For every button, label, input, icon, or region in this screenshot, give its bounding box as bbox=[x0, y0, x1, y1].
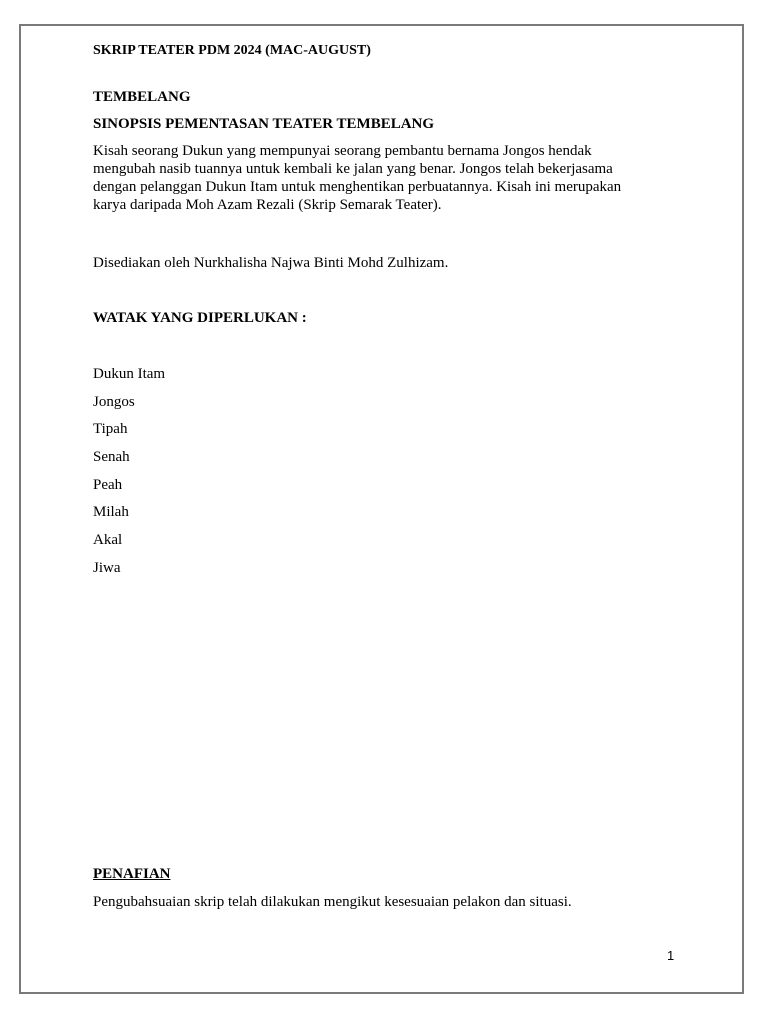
cast-item: Akal bbox=[93, 532, 123, 549]
cast-item: Tipah bbox=[93, 421, 128, 438]
synopsis-line: dengan pelanggan Dukun Itam untuk menghentikan perbuatannya. Kisah ini merupakan bbox=[93, 179, 622, 195]
cast-item: Senah bbox=[93, 449, 130, 466]
synopsis-heading: SINOPSIS PEMENTASAN TEATER TEMBELANG bbox=[93, 116, 435, 132]
page-number: 1 bbox=[667, 948, 675, 963]
script-title: TEMBELANG bbox=[93, 89, 191, 105]
cast-heading: WATAK YANG DIPERLUKAN : bbox=[93, 310, 307, 326]
cast-item: Jiwa bbox=[93, 559, 121, 576]
disclaimer-heading: PENAFIAN bbox=[93, 866, 171, 882]
synopsis-line: Kisah seorang Dukun yang mempunyai seorang pembantu bernama Jongos hendak bbox=[93, 143, 592, 159]
synopsis-line: karya daripada Moh Azam Rezali (Skrip Semarak Teater). bbox=[93, 197, 442, 213]
document-header: SKRIP TEATER PDM 2024 (MAC-AUGUST) bbox=[93, 43, 371, 58]
cast-list bbox=[93, 365, 165, 587]
cast-item: Jongos bbox=[93, 393, 135, 410]
prepared-by: Disediakan oleh Nurkhalisha Najwa Binti Mohd Zulhizam. bbox=[93, 255, 449, 271]
cast-item: Peah bbox=[93, 476, 123, 493]
cast-item: Dukun Itam bbox=[93, 366, 166, 382]
disclaimer-text: Pengubahsuaian skrip telah dilakukan mengikut kesesuaian pelakon dan situasi. bbox=[93, 894, 572, 910]
synopsis-paragraph bbox=[93, 142, 621, 214]
cast-item: Milah bbox=[93, 504, 129, 521]
synopsis-line: mengubah nasib tuannya untuk kembali ke jalan yang benar. Jongos telah bekerjasama bbox=[93, 161, 613, 177]
